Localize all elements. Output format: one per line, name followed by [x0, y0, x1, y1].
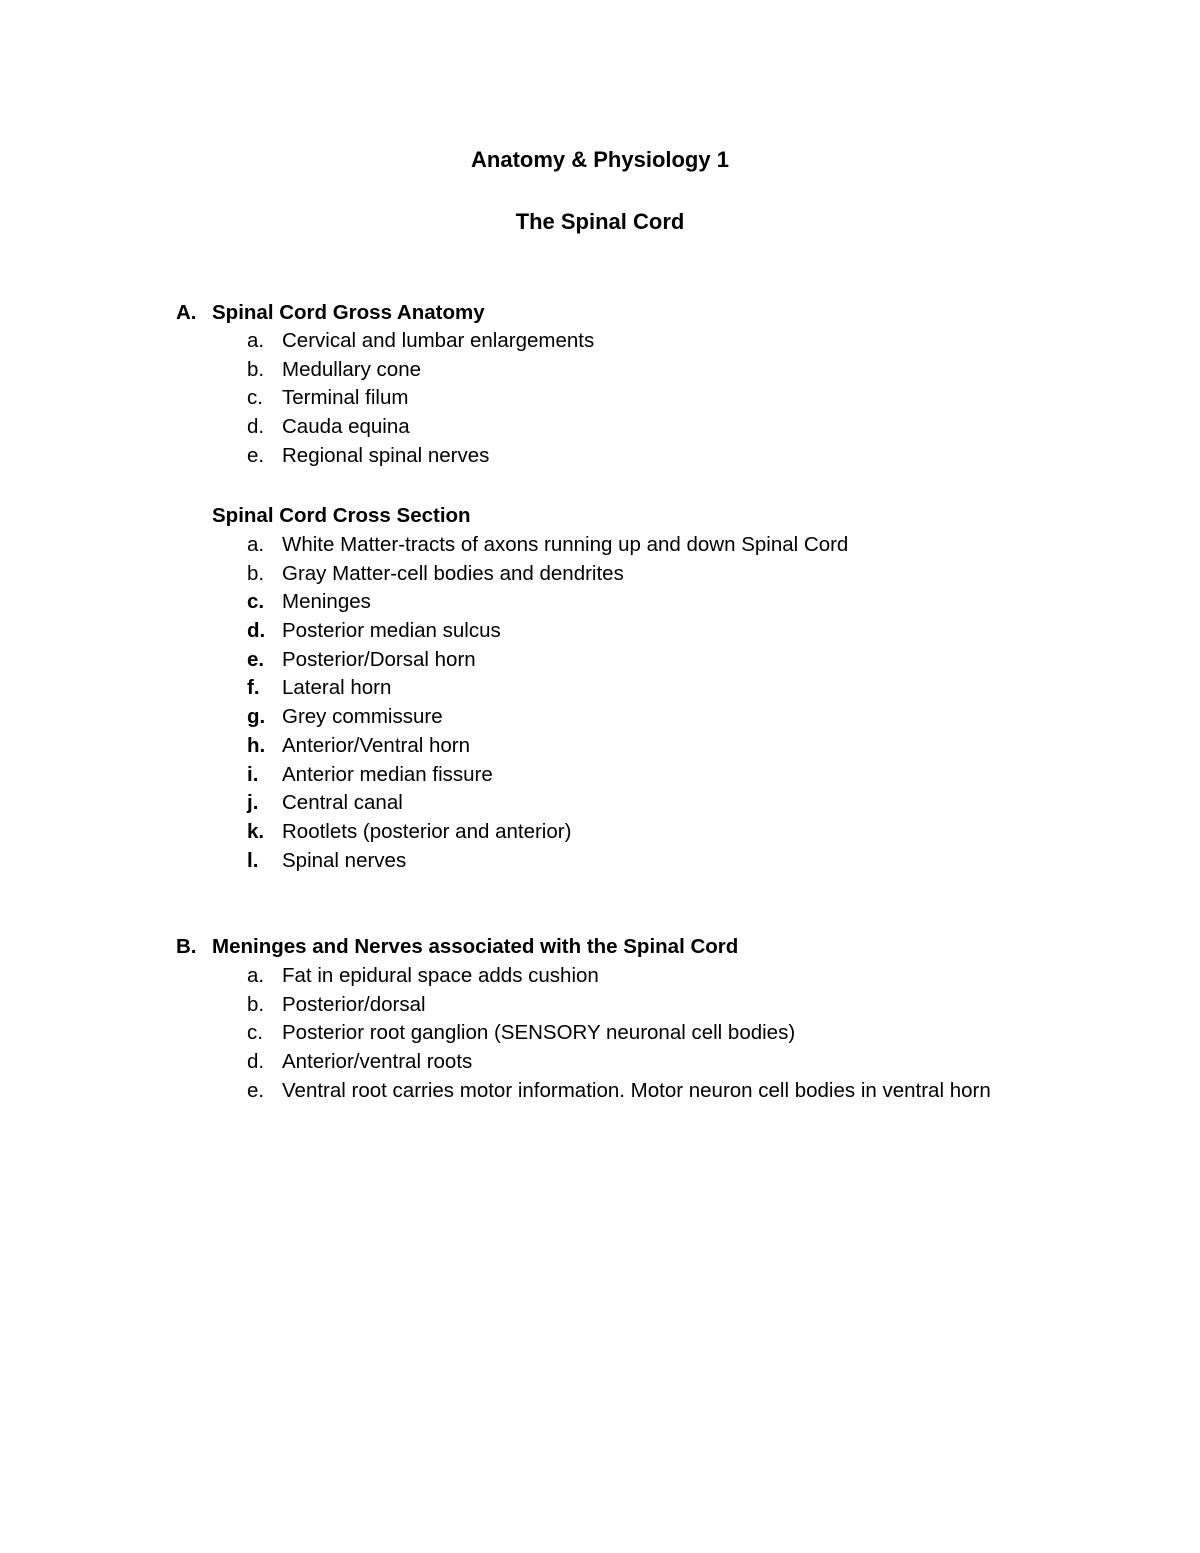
item-marker: a. [247, 964, 265, 987]
item-marker: i. [247, 762, 259, 786]
item-marker: b. [247, 561, 265, 585]
item-marker: k. [247, 819, 265, 843]
item-text: Gray Matter-cell bodies and dendrites [282, 561, 624, 585]
item-text: Rootlets (posterior and anterior) [282, 819, 572, 843]
item-marker: f. [247, 676, 260, 700]
item-text: Central canal [282, 791, 403, 815]
item-marker: j. [247, 791, 259, 815]
item-marker: h. [247, 733, 266, 757]
document-subtitle: The Spinal Cord [515, 209, 685, 234]
item-marker: g. [247, 705, 266, 729]
item-text: Anterior median fissure [282, 762, 493, 786]
section-b-heading [176, 934, 738, 960]
section-b-title: Meninges and Nerves associated with the Spinal Cord [212, 935, 739, 958]
item-marker: b. [247, 357, 265, 381]
item-marker: e. [247, 647, 265, 671]
item-text: Posterior root ganglion (SENSORY neuronal cell bodies) [282, 1021, 796, 1045]
item-text: Grey commissure [282, 705, 443, 729]
item-text: Posterior median sulcus [282, 619, 501, 643]
item-text: Anterior/Ventral horn [282, 733, 471, 757]
cross-section-heading: Spinal Cord Cross Section [212, 504, 471, 527]
item-text: Ventral root carries motor information. Motor neuron cell bodies in ventral horn [282, 1078, 991, 1102]
item-marker: d. [247, 415, 265, 439]
item-text: Lateral horn [282, 676, 392, 700]
item-marker: c. [247, 590, 265, 614]
document-title: Anatomy & Physiology 1 [471, 147, 729, 172]
item-marker: l. [247, 848, 259, 872]
item-marker: c. [247, 1021, 263, 1045]
item-marker: d. [247, 1050, 265, 1074]
item-text: Cervical and lumbar enlargements [282, 329, 595, 352]
item-text: Fat in epidural space adds cushion [282, 964, 599, 987]
item-text: Cauda equina [282, 415, 410, 439]
item-marker: a. [247, 329, 265, 352]
item-text: Terminal filum [282, 386, 409, 410]
item-text: Medullary cone [282, 357, 422, 381]
item-text: Anterior/ventral roots [282, 1050, 473, 1074]
item-text: White Matter-tracts of axons running up and down Spinal Cord [282, 533, 849, 556]
item-marker: e. [247, 1078, 265, 1102]
item-text: Posterior/Dorsal horn [282, 647, 476, 671]
item-marker: c. [247, 386, 263, 410]
item-marker: d. [247, 619, 266, 643]
item-marker: e. [247, 443, 265, 467]
item-marker: b. [247, 992, 265, 1016]
section-b-letter: B. [176, 935, 197, 958]
item-marker: a. [247, 533, 265, 556]
item-text: Posterior/dorsal [282, 992, 426, 1016]
section-a-title: Spinal Cord Gross Anatomy [212, 301, 485, 324]
item-text: Meninges [282, 590, 371, 614]
item-text: Regional spinal nerves [282, 443, 490, 467]
section-a-letter: A. [176, 301, 197, 324]
section-a-heading [176, 300, 485, 326]
item-text: Spinal nerves [282, 848, 407, 872]
